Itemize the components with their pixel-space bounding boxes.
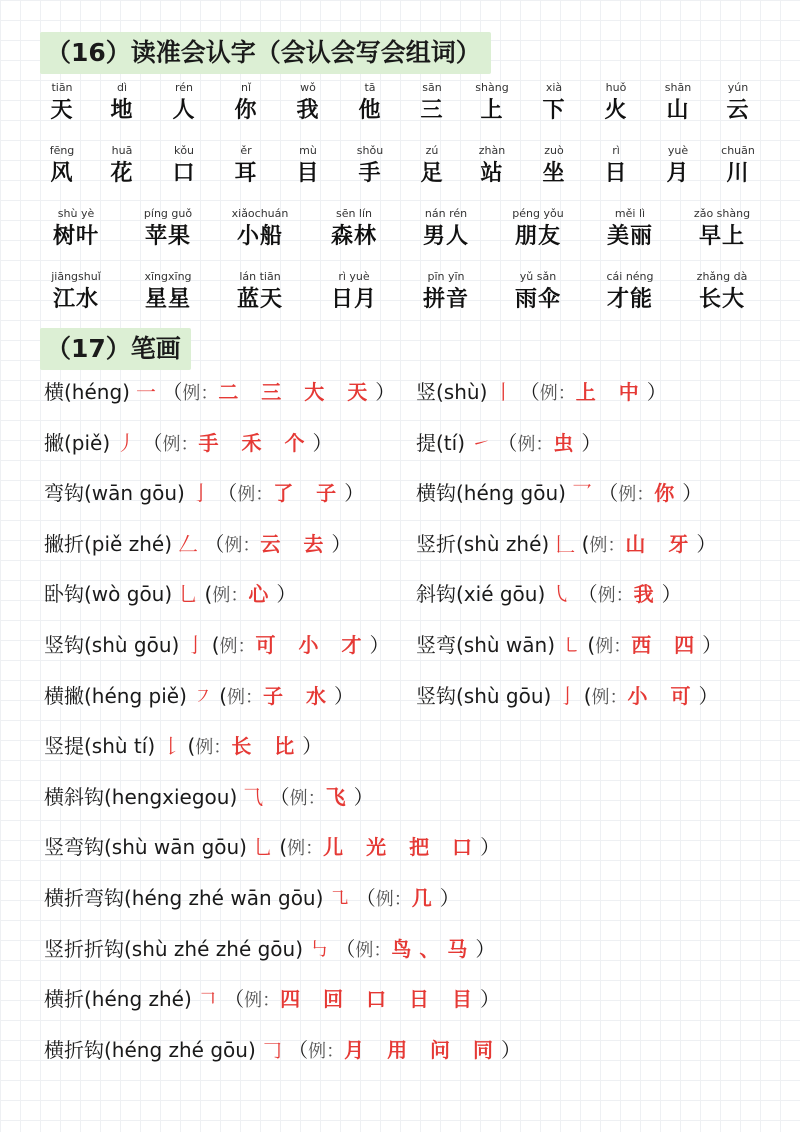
pinyin: píng guǒ — [143, 207, 193, 220]
stroke-item — [416, 426, 601, 460]
example-label: 例： — [224, 535, 261, 556]
pinyin: jiāngshuǐ — [51, 270, 101, 283]
example-label: 例： — [539, 383, 576, 404]
stroke-item — [44, 780, 374, 814]
example-close-paren: ） — [696, 532, 717, 556]
pinyin: shù yè — [57, 207, 95, 220]
example-close-paren: ） — [344, 481, 365, 505]
example-label: 例： — [589, 535, 626, 556]
stroke-name: 撇折(piě zhé) — [44, 532, 172, 556]
char-cell — [234, 80, 257, 124]
stroke-glyph: ㇇ — [192, 684, 213, 708]
hanzi: 日月 — [330, 286, 378, 312]
example-open-paren: ( — [581, 532, 590, 556]
example-close-paren: ） — [501, 1038, 522, 1062]
char-cell — [110, 80, 133, 124]
example-close-paren: ） — [439, 886, 460, 910]
example-label: 例： — [212, 585, 249, 606]
example-label: 例： — [375, 889, 412, 910]
stroke-name: 横钩(héng gōu) — [416, 481, 566, 505]
stroke-glyph: 亅 — [557, 684, 578, 708]
stroke-name: 竖弯(shù wān) — [416, 633, 556, 657]
hanzi: 手 — [358, 160, 382, 186]
example-label: 例： — [287, 838, 324, 859]
char-cell — [726, 80, 749, 124]
hanzi: 拼音 — [422, 286, 470, 312]
char-cell — [666, 143, 689, 187]
hanzi: 下 — [542, 97, 566, 123]
example-open-paren: ( — [279, 835, 288, 859]
char-cell — [542, 80, 565, 124]
stroke-name: 提(tí) — [416, 431, 466, 455]
example-characters: 上 中 — [575, 380, 647, 404]
stroke-item — [44, 577, 296, 611]
stroke-item — [44, 932, 495, 966]
example-close-paren: ） — [581, 431, 602, 455]
example-characters: 子 水 — [263, 684, 335, 708]
example-label: 例： — [244, 990, 281, 1011]
stroke-glyph: ⺄ — [243, 785, 264, 809]
hanzi: 星星 — [144, 286, 192, 312]
example-label: 例： — [162, 434, 199, 455]
stroke-name: 弯钩(wān gōu) — [44, 481, 185, 505]
char-cell — [420, 143, 443, 187]
hanzi: 天 — [50, 97, 74, 123]
pinyin: sēn lín — [335, 207, 373, 220]
example-close-paren: ） — [702, 633, 723, 657]
char-cell — [512, 206, 563, 250]
stroke-name: 撇(piě) — [44, 431, 111, 455]
example-characters: 山 牙 — [625, 532, 697, 556]
example-characters: 长 比 — [231, 734, 303, 758]
stroke-glyph: ㇂ — [551, 582, 572, 606]
stroke-name: 竖折(shù zhé) — [416, 532, 550, 556]
pinyin: shàng — [475, 81, 509, 94]
hanzi: 朋友 — [514, 223, 562, 249]
example-close-paren: ） — [353, 785, 374, 809]
stroke-item — [44, 881, 460, 915]
pinyin: rì yuè — [338, 270, 370, 283]
example-close-paren: ） — [375, 380, 396, 404]
stroke-glyph: 𠃌 — [261, 1038, 282, 1062]
char-cell — [234, 143, 257, 187]
hanzi: 日 — [604, 160, 628, 186]
stroke-glyph: 亅 — [185, 633, 206, 657]
stroke-item — [44, 375, 395, 409]
pinyin: nán rén — [424, 207, 468, 220]
char-cell — [296, 80, 319, 124]
example-characters: 二 三 大 天 — [218, 380, 376, 404]
stroke-glyph: 𠃋 — [178, 532, 198, 556]
stroke-glyph: ㇀ — [471, 431, 492, 455]
stroke-name: 横(héng) — [44, 380, 130, 404]
char-cell — [604, 80, 627, 124]
example-label: 例： — [355, 940, 392, 961]
example-label: 例： — [227, 687, 264, 708]
pinyin: zhǎng dà — [696, 270, 748, 283]
hanzi: 森林 — [330, 223, 378, 249]
stroke-name: 横折钩(héng zhé gōu) — [44, 1038, 256, 1062]
example-open-paren: （ — [142, 431, 163, 455]
pinyin: xià — [545, 81, 563, 94]
char-cell — [296, 143, 319, 187]
example-characters: 你 — [654, 481, 683, 505]
stroke-name: 斜钩(xié gōu) — [416, 582, 546, 606]
pinyin: lán tiān — [239, 270, 281, 283]
stroke-item — [44, 1033, 521, 1067]
pinyin: tā — [364, 81, 376, 94]
char-cell — [475, 80, 508, 124]
example-open-paren: ( — [587, 633, 596, 657]
example-characters: 西 四 — [631, 633, 703, 657]
pinyin: zhàn — [478, 144, 506, 157]
pinyin: mù — [299, 144, 317, 157]
char-cell — [697, 269, 748, 313]
example-open-paren: （ — [162, 380, 183, 404]
hanzi: 耳 — [234, 160, 258, 186]
char-cell — [50, 80, 73, 124]
pinyin: yǔ sǎn — [519, 270, 557, 283]
example-characters: 可 小 才 — [255, 633, 370, 657]
example-label: 例： — [308, 1041, 345, 1062]
stroke-name: 竖钩(shù gōu) — [44, 633, 180, 657]
pinyin: wǒ — [300, 81, 316, 94]
stroke-item — [416, 628, 722, 662]
example-label: 例： — [517, 434, 554, 455]
hanzi: 你 — [234, 97, 258, 123]
example-open-paren: （ — [598, 481, 619, 505]
char-cell — [423, 206, 469, 250]
example-open-paren: （ — [217, 481, 238, 505]
hanzi: 足 — [420, 160, 444, 186]
hanzi: 才能 — [606, 286, 654, 312]
pinyin: pīn yīn — [427, 270, 465, 283]
hanzi: 早上 — [698, 223, 746, 249]
example-characters: 了 子 — [273, 481, 345, 505]
hanzi: 三 — [420, 97, 444, 123]
char-cell — [357, 143, 383, 187]
stroke-glyph: 丿 — [116, 431, 137, 455]
char-cell — [542, 143, 565, 187]
example-close-paren: ） — [682, 481, 703, 505]
example-close-paren: ） — [276, 582, 297, 606]
example-label: 例： — [219, 636, 256, 657]
char-cell — [721, 143, 755, 187]
stroke-item — [416, 476, 702, 510]
example-close-paren: ） — [369, 633, 390, 657]
char-row — [0, 269, 800, 325]
char-row — [0, 80, 800, 136]
pinyin: xiǎochuán — [231, 207, 289, 220]
example-close-paren: ） — [480, 987, 501, 1011]
char-cell — [53, 206, 99, 250]
char-cell — [607, 206, 653, 250]
char-cell — [144, 206, 192, 250]
hanzi: 川 — [726, 160, 750, 186]
pinyin: rén — [174, 81, 194, 94]
char-cell — [144, 269, 191, 313]
stroke-glyph: 丨 — [493, 380, 514, 404]
stroke-name: 横折弯钩(héng zhé wān gōu) — [44, 886, 324, 910]
char-cell — [606, 269, 653, 313]
pinyin: rì — [612, 144, 620, 157]
example-label: 例： — [595, 636, 632, 657]
example-close-paren: ） — [331, 532, 352, 556]
example-characters: 儿 光 把 口 — [323, 835, 481, 859]
stroke-item — [44, 527, 351, 561]
stroke-name: 竖钩(shù gōu) — [416, 684, 552, 708]
stroke-name: 竖折折钩(shù zhé zhé gōu) — [44, 937, 304, 961]
stroke-item — [44, 982, 500, 1016]
stroke-item — [44, 628, 389, 662]
stroke-glyph: 一 — [135, 380, 156, 404]
example-close-paren: ） — [312, 431, 333, 455]
hanzi: 上 — [480, 97, 504, 123]
example-characters: 飞 — [325, 785, 354, 809]
pinyin: yún — [727, 81, 749, 94]
example-label: 例： — [237, 484, 274, 505]
char-cell — [423, 269, 469, 313]
hanzi: 男人 — [422, 223, 470, 249]
pinyin: shǒu — [356, 144, 384, 157]
example-open-paren: （ — [224, 987, 245, 1011]
hanzi: 雨伞 — [514, 286, 562, 312]
stroke-glyph: 乚 — [178, 582, 199, 606]
example-label: 例： — [618, 484, 655, 505]
hanzi: 口 — [172, 160, 196, 186]
example-close-paren: ） — [334, 684, 355, 708]
example-open-paren: ( — [583, 684, 592, 708]
example-label: 例： — [289, 788, 326, 809]
pinyin: ěr — [240, 144, 252, 157]
example-open-paren: （ — [335, 937, 356, 961]
char-cell — [665, 80, 691, 124]
example-characters: 虫 — [553, 431, 582, 455]
pinyin: huā — [111, 144, 133, 157]
char-cell — [331, 206, 377, 250]
char-cell — [50, 143, 75, 187]
stroke-glyph: 乛 — [571, 481, 592, 505]
example-characters: 鸟、马 — [391, 937, 476, 961]
char-cell — [420, 80, 443, 124]
stroke-glyph: ㇈ — [329, 886, 350, 910]
example-open-paren: （ — [204, 532, 225, 556]
example-open-paren: （ — [288, 1038, 309, 1062]
example-close-paren: ） — [480, 835, 501, 859]
hanzi: 火 — [604, 97, 628, 123]
stroke-glyph: 𠄌 — [161, 734, 182, 758]
stroke-item — [44, 426, 332, 460]
pinyin: kǒu — [173, 144, 195, 157]
stroke-glyph: ㇉ — [309, 937, 330, 961]
section-16-header — [40, 32, 491, 74]
example-label: 例： — [597, 585, 634, 606]
example-close-paren: ） — [698, 684, 719, 708]
char-cell — [237, 269, 283, 313]
stroke-item — [416, 527, 716, 561]
example-open-paren: （ — [519, 380, 540, 404]
pinyin: huǒ — [605, 81, 627, 94]
stroke-item — [44, 729, 322, 763]
hanzi: 江水 — [52, 286, 100, 312]
stroke-item — [44, 679, 354, 713]
hanzi: 山 — [666, 97, 690, 123]
stroke-name: 横撇(héng piě) — [44, 684, 187, 708]
example-close-paren: ） — [302, 734, 323, 758]
hanzi: 美丽 — [606, 223, 654, 249]
section-17-header — [40, 328, 191, 370]
hanzi: 坐 — [542, 160, 566, 186]
char-cell — [172, 80, 195, 124]
stroke-glyph: 亅 — [190, 481, 211, 505]
example-open-paren: （ — [497, 431, 518, 455]
hanzi: 小船 — [236, 223, 283, 249]
example-label: 例： — [182, 383, 219, 404]
char-row — [0, 143, 800, 199]
stroke-glyph: 𠃊 — [555, 532, 576, 556]
example-label: 例： — [195, 737, 232, 758]
stroke-name: 竖弯钩(shù wān gōu) — [44, 835, 247, 859]
section-17-title: （17）笔画 — [46, 334, 181, 363]
example-open-paren: ( — [219, 684, 228, 708]
hanzi: 苹果 — [144, 223, 191, 249]
char-cell — [110, 143, 133, 187]
hanzi: 地 — [110, 97, 134, 123]
hanzi: 人 — [172, 97, 196, 123]
example-open-paren: ( — [211, 633, 220, 657]
pinyin: nǐ — [240, 81, 252, 94]
example-characters: 月 用 问 同 — [344, 1038, 502, 1062]
pinyin: yuè — [667, 144, 689, 157]
hanzi: 树叶 — [52, 223, 100, 249]
example-open-paren: （ — [577, 582, 598, 606]
stroke-item — [416, 679, 718, 713]
pinyin: cái néng — [606, 270, 654, 283]
pinyin: zǎo shàng — [693, 207, 751, 220]
stroke-glyph: 𠃍 — [197, 987, 218, 1011]
example-characters: 四 回 口 日 目 — [280, 987, 481, 1011]
pinyin: dì — [116, 81, 128, 94]
char-cell — [515, 269, 561, 313]
hanzi: 目 — [296, 160, 320, 186]
stroke-glyph: ㇄ — [561, 633, 582, 657]
char-cell — [331, 269, 377, 313]
hanzi: 站 — [480, 160, 504, 186]
example-characters: 小 可 — [627, 684, 699, 708]
pinyin: zuò — [544, 144, 564, 157]
char-cell — [51, 269, 101, 313]
stroke-glyph: 乚 — [253, 835, 273, 859]
example-close-paren: ） — [475, 937, 496, 961]
example-open-paren: ( — [187, 734, 196, 758]
pinyin: zú — [425, 144, 439, 157]
stroke-name: 横折(héng zhé) — [44, 987, 192, 1011]
example-characters: 云 去 — [260, 532, 332, 556]
stroke-name: 横斜钩(hengxiegou) — [44, 785, 238, 809]
hanzi: 月 — [666, 160, 690, 186]
hanzi: 蓝天 — [236, 286, 284, 312]
stroke-item — [416, 577, 682, 611]
pinyin: fēng — [49, 144, 75, 157]
hanzi: 风 — [50, 160, 74, 186]
example-open-paren: （ — [355, 886, 376, 910]
hanzi: 他 — [358, 97, 382, 123]
pinyin: tiān — [51, 81, 73, 94]
stroke-name: 竖(shù) — [416, 380, 488, 404]
stroke-item — [416, 375, 667, 409]
section-16-title: （16）读准会认字（会认会写会组词） — [46, 38, 481, 67]
char-cell — [479, 143, 505, 187]
char-cell — [232, 206, 289, 250]
example-characters: 手 禾 个 — [198, 431, 313, 455]
stroke-name: 竖提(shù tí) — [44, 734, 156, 758]
hanzi: 我 — [296, 97, 320, 123]
hanzi: 花 — [110, 160, 134, 186]
example-open-paren: ( — [204, 582, 213, 606]
char-cell — [358, 80, 381, 124]
pinyin: sān — [422, 81, 442, 94]
stroke-item — [44, 830, 500, 864]
example-characters: 我 — [633, 582, 662, 606]
hanzi: 云 — [726, 97, 750, 123]
pinyin: chuān — [721, 144, 755, 157]
example-label: 例： — [591, 687, 628, 708]
char-cell — [604, 143, 627, 187]
example-close-paren: ） — [661, 582, 682, 606]
example-close-paren: ） — [646, 380, 667, 404]
char-row — [0, 206, 800, 262]
example-characters: 心 — [248, 582, 277, 606]
hanzi: 长大 — [698, 286, 746, 312]
pinyin: péng yǒu — [512, 207, 564, 220]
pinyin: měi lì — [614, 207, 646, 220]
pinyin: xīngxīng — [144, 270, 192, 283]
stroke-name: 卧钩(wò gōu) — [44, 582, 173, 606]
char-cell — [694, 206, 750, 250]
pinyin: shān — [664, 81, 692, 94]
example-characters: 几 — [411, 886, 440, 910]
stroke-item — [44, 476, 364, 510]
char-cell — [172, 143, 195, 187]
example-open-paren: （ — [269, 785, 290, 809]
